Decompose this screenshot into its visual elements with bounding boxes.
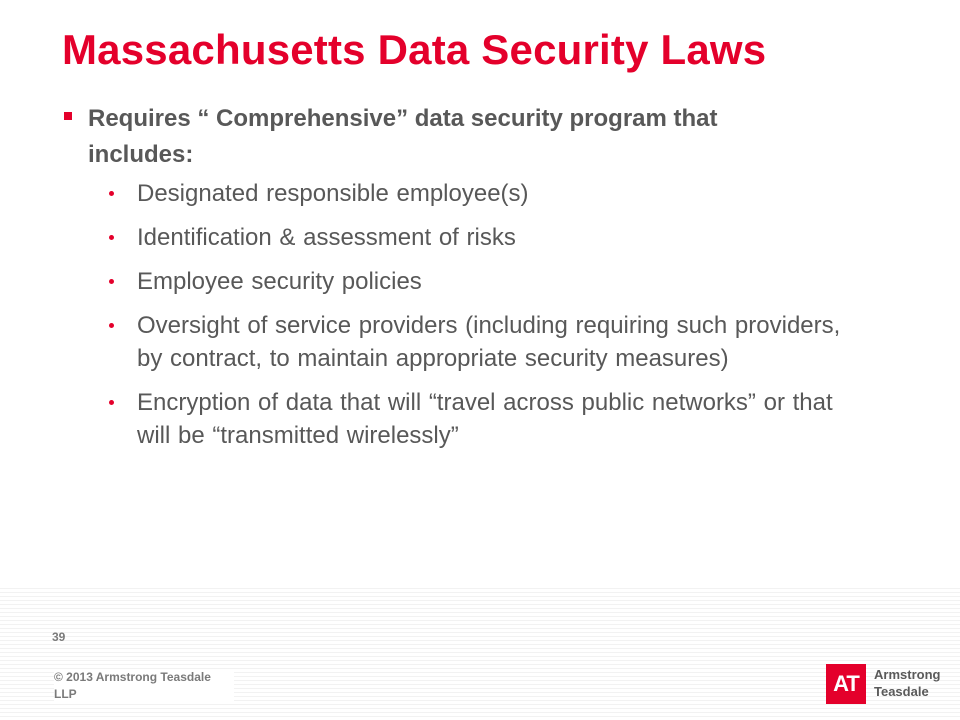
- page-number: 39: [52, 630, 66, 644]
- sub-bullet-text: Designated responsible employee(s): [137, 180, 529, 207]
- copyright-notice: © 2013 Armstrong Teasdale LLP: [54, 669, 234, 703]
- logo-wordmark: [874, 666, 940, 700]
- sub-bullet-text: Identification & assessment of risks: [137, 224, 516, 251]
- sub-bullet-item: [62, 309, 922, 375]
- main-bullet-text: Requires “ Comprehensive” data security program that includes:: [88, 105, 718, 168]
- main-bullet-point: [62, 101, 922, 173]
- sub-bullet-text: Encryption of data that will “travel across public networks” or that will be “transmitted wirelessly”: [137, 389, 833, 449]
- slide-title: Massachusetts Data Security Laws: [62, 26, 767, 73]
- company-logo: [826, 662, 941, 706]
- dot-bullet-icon: [109, 235, 114, 240]
- dot-bullet-icon: [109, 191, 114, 196]
- sub-bullet-text: Employee security policies: [137, 268, 422, 295]
- dot-bullet-icon: [109, 279, 114, 284]
- sub-bullet-item: [62, 386, 922, 452]
- square-bullet-icon: [64, 112, 72, 120]
- logo-mark-icon: AT: [826, 664, 866, 704]
- dot-bullet-icon: [109, 400, 114, 405]
- sub-bullet-item: [62, 265, 922, 298]
- slide-content: [62, 101, 922, 463]
- sub-bullet-item: [62, 177, 922, 210]
- logo-line-1: Armstrong: [874, 667, 941, 682]
- sub-bullet-item: [62, 221, 922, 254]
- dot-bullet-icon: [109, 323, 114, 328]
- logo-line-2: Teasdale: [874, 684, 929, 699]
- sub-bullet-text: Oversight of service providers (including requiring such providers, by contract, to maintain appropriate security measures): [137, 312, 841, 372]
- sub-bullet-list: [62, 177, 922, 452]
